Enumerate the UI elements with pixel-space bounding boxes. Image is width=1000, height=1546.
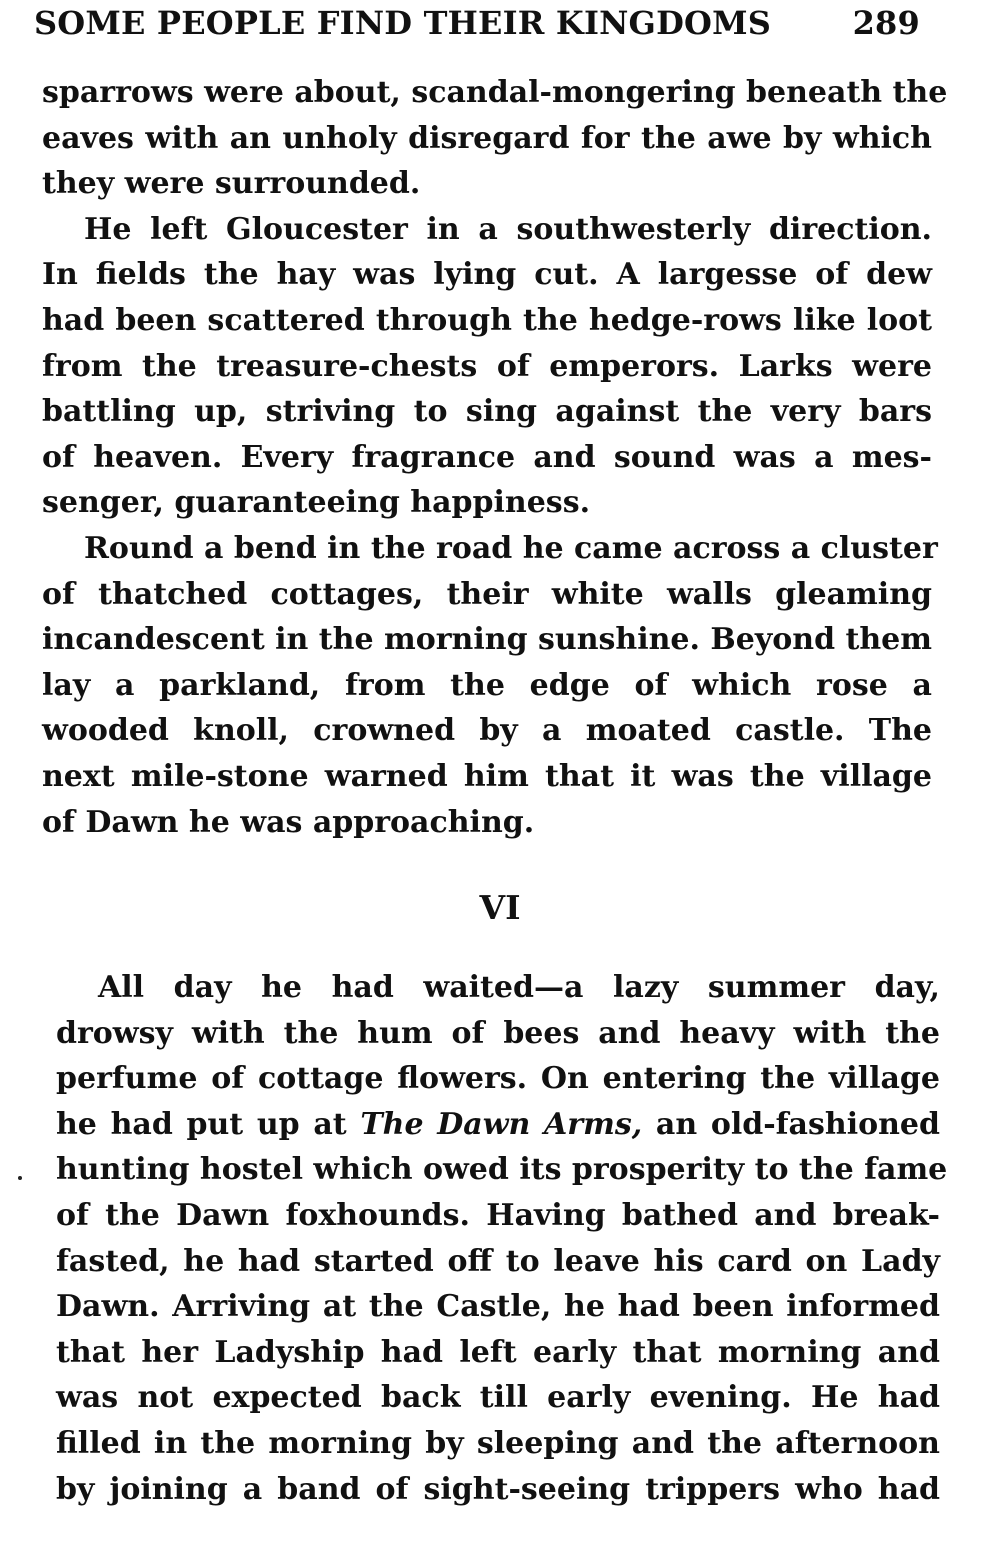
text-line: of the Dawn foxhounds. Having bathed and break- — [56, 1197, 940, 1233]
text-line: from the treasure-chests of emperors. Larks were — [42, 348, 932, 384]
text-line: filled in the morning by sleeping and the afternoon — [56, 1425, 940, 1461]
text-line: eaves with an unholy disregard for the awe by which — [42, 120, 932, 156]
text-line: incandescent in the morning sunshine. Beyond them — [42, 622, 933, 658]
text-line: sparrows were about, scandal-mongering beneath the — [42, 75, 948, 110]
section-body-text — [56, 965, 948, 1512]
text-line: fasted, he had started off to leave his card on Lady — [56, 1243, 940, 1279]
text-line: they were surrounded. — [42, 166, 421, 202]
text-line: wooded knoll, crowned by a moated castle. The — [42, 713, 932, 749]
text-line: had been scattered through the hedge-rows like loot — [42, 302, 932, 338]
chapter-heading: VI — [479, 888, 521, 927]
page-number: 289 — [852, 4, 920, 42]
inn-name: The Dawn Arms, — [360, 1106, 643, 1142]
text-line: was not expected back till early evening. He had — [56, 1380, 940, 1416]
running-head — [34, 4, 920, 50]
text-line: He left Gloucester in a southwesterly direction. — [84, 211, 932, 247]
text-span: an old-fashioned — [642, 1106, 940, 1142]
text-line: of Dawn he was approaching. — [42, 804, 535, 840]
text-line: All day he had waited—a lazy summer day, — [98, 970, 940, 1005]
text-line: In fields the hay was lying cut. A largesse of dew — [42, 257, 932, 293]
text-span: he had put up at — [56, 1106, 361, 1142]
text-line-with-italic — [56, 1102, 940, 1148]
text-line: drowsy with the hum of bees and heavy with the — [56, 1015, 940, 1051]
text-line: Round a bend in the road he came across a cluster — [84, 530, 938, 566]
paragraph — [42, 526, 938, 845]
text-line: by joining a band of sight-seeing trippers who had — [56, 1471, 940, 1507]
text-line: senger, guaranteeing happiness. — [42, 485, 591, 521]
print-speck — [18, 1176, 22, 1180]
body-text — [42, 70, 948, 845]
text-line: Dawn. Arriving at the Castle, he had been informed — [56, 1289, 940, 1325]
paragraph — [42, 70, 948, 207]
paragraph — [42, 207, 932, 526]
text-line: perfume of cottage flowers. On entering the village — [56, 1061, 940, 1097]
text-line: hunting hostel which owed its prosperity to the fame — [56, 1152, 948, 1188]
text-line: of heaven. Every fragrance and sound was a mes- — [42, 439, 932, 475]
text-line: of thatched cottages, their white walls gleaming — [42, 576, 932, 612]
text-line: next mile-stone warned him that it was the village — [42, 758, 932, 794]
text-line: lay a parkland, from the edge of which rose a — [42, 667, 932, 703]
text-line: that her Ladyship had left early that morning and — [56, 1334, 940, 1370]
text-line: battling up, striving to sing against the very bars — [42, 394, 932, 430]
running-head-title: SOME PEOPLE FIND THEIR KINGDOMS — [34, 4, 772, 42]
